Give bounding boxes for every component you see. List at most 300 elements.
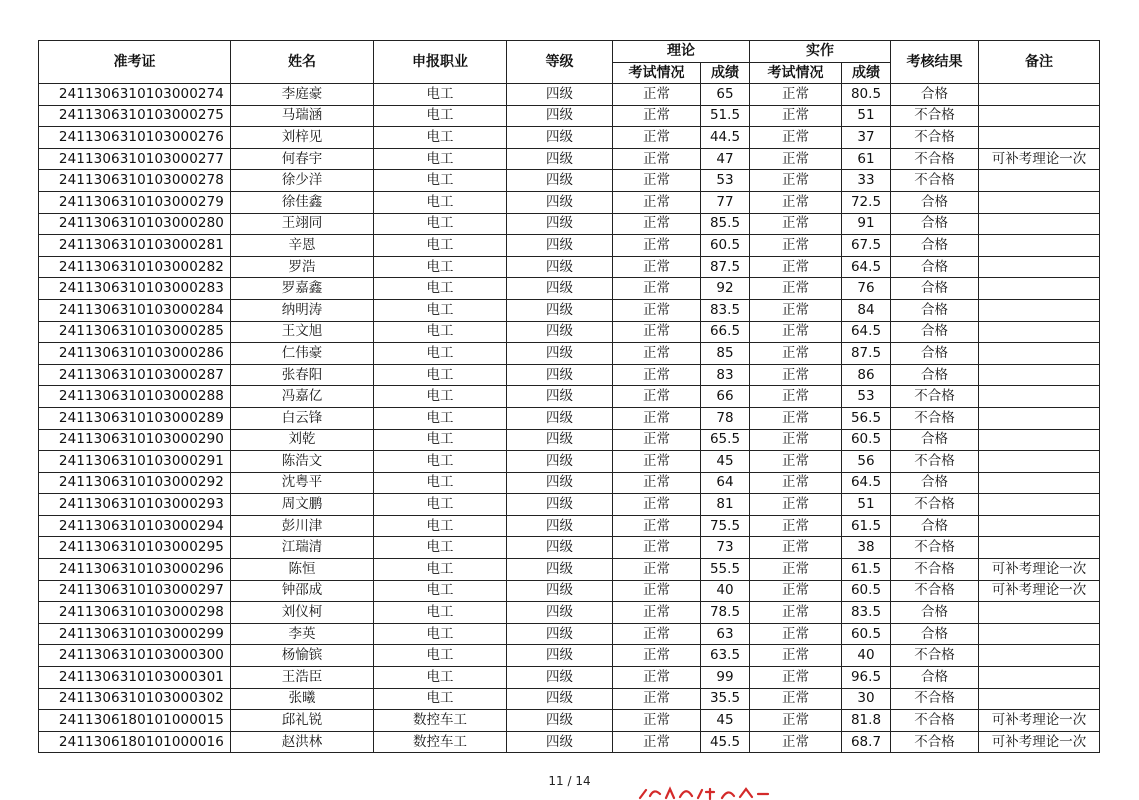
cell-id: 2411306310103000297 [39,580,231,602]
table-row [39,148,1100,170]
cell-theory-score: 66 [701,386,750,408]
cell-occupation: 数控车工 [374,710,507,732]
cell-theory-status: 正常 [613,515,701,537]
cell-theory-status: 正常 [613,623,701,645]
cell-result: 合格 [891,84,979,106]
cell-practice-status: 正常 [750,710,842,732]
cell-theory-status: 正常 [613,386,701,408]
cell-practice-score: 30 [842,688,891,710]
cell-theory-score: 92 [701,278,750,300]
table-row [39,451,1100,473]
cell-theory-score: 78.5 [701,602,750,624]
cell-occupation: 电工 [374,602,507,624]
cell-id: 2411306180101000015 [39,710,231,732]
cell-practice-score: 38 [842,537,891,559]
cell-theory-status: 正常 [613,667,701,689]
cell-practice-score: 81.8 [842,710,891,732]
cell-practice-score: 53 [842,386,891,408]
cell-name: 何春宇 [231,148,374,170]
cell-theory-status: 正常 [613,127,701,149]
cell-name: 李庭豪 [231,84,374,106]
cell-practice-score: 56.5 [842,407,891,429]
cell-result: 不合格 [891,537,979,559]
cell-id: 2411306310103000284 [39,299,231,321]
cell-id: 2411306310103000279 [39,191,231,213]
cell-id: 2411306310103000277 [39,148,231,170]
cell-practice-status: 正常 [750,515,842,537]
cell-level: 四级 [507,515,613,537]
cell-theory-status: 正常 [613,537,701,559]
cell-theory-status: 正常 [613,84,701,106]
table-row [39,407,1100,429]
header-practice-score: 成绩 [842,63,891,84]
cell-practice-status: 正常 [750,580,842,602]
table-header [39,41,1100,84]
cell-result: 不合格 [891,407,979,429]
cell-theory-score: 63.5 [701,645,750,667]
cell-theory-score: 77 [701,191,750,213]
cell-theory-score: 45.5 [701,731,750,753]
cell-theory-status: 正常 [613,105,701,127]
cell-id: 2411306310103000290 [39,429,231,451]
cell-occupation: 电工 [374,127,507,149]
cell-theory-status: 正常 [613,278,701,300]
cell-id: 2411306310103000293 [39,494,231,516]
table-row [39,256,1100,278]
cell-practice-score: 76 [842,278,891,300]
cell-practice-status: 正常 [750,494,842,516]
cell-level: 四级 [507,710,613,732]
cell-occupation: 电工 [374,364,507,386]
cell-result: 不合格 [891,710,979,732]
cell-remark [979,429,1100,451]
cell-name: 王翊同 [231,213,374,235]
cell-practice-score: 84 [842,299,891,321]
cell-theory-score: 60.5 [701,235,750,257]
cell-level: 四级 [507,472,613,494]
cell-remark [979,515,1100,537]
cell-result: 合格 [891,623,979,645]
cell-name: 刘仪柯 [231,602,374,624]
cell-practice-status: 正常 [750,472,842,494]
cell-id: 2411306310103000276 [39,127,231,149]
cell-result: 不合格 [891,451,979,473]
cell-name: 张曦 [231,688,374,710]
header-name: 姓名 [231,41,374,84]
table-row [39,580,1100,602]
cell-id: 2411306310103000302 [39,688,231,710]
cell-remark [979,451,1100,473]
cell-name: 钟邵成 [231,580,374,602]
cell-name: 邱礼锐 [231,710,374,732]
cell-id: 2411306310103000286 [39,343,231,365]
cell-result: 不合格 [891,688,979,710]
cell-remark [979,667,1100,689]
cell-practice-score: 61 [842,148,891,170]
cell-level: 四级 [507,105,613,127]
cell-theory-score: 47 [701,148,750,170]
cell-practice-score: 87.5 [842,343,891,365]
cell-occupation: 电工 [374,321,507,343]
cell-level: 四级 [507,170,613,192]
cell-remark [979,472,1100,494]
table-row [39,170,1100,192]
cell-practice-score: 80.5 [842,84,891,106]
cell-theory-status: 正常 [613,407,701,429]
cell-result: 不合格 [891,148,979,170]
cell-name: 罗嘉鑫 [231,278,374,300]
cell-occupation: 电工 [374,170,507,192]
cell-occupation: 电工 [374,299,507,321]
cell-id: 2411306310103000275 [39,105,231,127]
cell-name: 王文旭 [231,321,374,343]
cell-theory-score: 85.5 [701,213,750,235]
cell-name: 李英 [231,623,374,645]
cell-occupation: 电工 [374,559,507,581]
red-seal-icon [636,784,776,800]
header-practice: 实作 [750,41,891,63]
cell-name: 马瑞涵 [231,105,374,127]
cell-result: 不合格 [891,127,979,149]
cell-name: 周文鹏 [231,494,374,516]
cell-remark: 可补考理论一次 [979,559,1100,581]
cell-result: 合格 [891,235,979,257]
cell-occupation: 电工 [374,515,507,537]
cell-theory-status: 正常 [613,321,701,343]
cell-practice-score: 51 [842,105,891,127]
cell-practice-status: 正常 [750,278,842,300]
table-row [39,731,1100,753]
table-row [39,191,1100,213]
cell-id: 2411306180101000016 [39,731,231,753]
cell-theory-score: 44.5 [701,127,750,149]
cell-remark [979,170,1100,192]
cell-practice-score: 86 [842,364,891,386]
header-id: 准考证 [39,41,231,84]
cell-id: 2411306310103000291 [39,451,231,473]
cell-occupation: 电工 [374,537,507,559]
cell-name: 王浩臣 [231,667,374,689]
cell-theory-score: 35.5 [701,688,750,710]
cell-name: 白云锋 [231,407,374,429]
cell-level: 四级 [507,278,613,300]
cell-result: 合格 [891,472,979,494]
cell-result: 不合格 [891,559,979,581]
cell-id: 2411306310103000292 [39,472,231,494]
header-practice-status: 考试情况 [750,63,842,84]
cell-theory-score: 53 [701,170,750,192]
cell-occupation: 电工 [374,472,507,494]
table-body [39,84,1100,753]
cell-result: 不合格 [891,494,979,516]
cell-result: 不合格 [891,731,979,753]
table-row [39,213,1100,235]
cell-id: 2411306310103000294 [39,515,231,537]
cell-practice-score: 67.5 [842,235,891,257]
header-theory-status: 考试情况 [613,63,701,84]
cell-practice-score: 60.5 [842,623,891,645]
table-row [39,494,1100,516]
cell-id: 2411306310103000278 [39,170,231,192]
cell-result: 合格 [891,299,979,321]
cell-result: 不合格 [891,580,979,602]
cell-level: 四级 [507,494,613,516]
cell-level: 四级 [507,559,613,581]
cell-theory-status: 正常 [613,343,701,365]
cell-practice-status: 正常 [750,170,842,192]
cell-result: 不合格 [891,105,979,127]
cell-practice-status: 正常 [750,256,842,278]
exam-results-table [38,40,1100,753]
cell-level: 四级 [507,623,613,645]
cell-theory-score: 81 [701,494,750,516]
cell-remark [979,235,1100,257]
cell-occupation: 电工 [374,623,507,645]
cell-level: 四级 [507,235,613,257]
cell-id: 2411306310103000296 [39,559,231,581]
cell-theory-score: 51.5 [701,105,750,127]
cell-id: 2411306310103000300 [39,645,231,667]
cell-id: 2411306310103000274 [39,84,231,106]
header-theory: 理论 [613,41,750,63]
cell-result: 合格 [891,256,979,278]
cell-theory-score: 66.5 [701,321,750,343]
cell-practice-status: 正常 [750,667,842,689]
cell-theory-score: 65 [701,84,750,106]
table-row [39,235,1100,257]
cell-id: 2411306310103000299 [39,623,231,645]
cell-remark [979,623,1100,645]
cell-remark [979,537,1100,559]
cell-level: 四级 [507,688,613,710]
cell-practice-status: 正常 [750,191,842,213]
cell-practice-score: 64.5 [842,256,891,278]
page-number: 11 / 14 [548,774,591,788]
cell-practice-score: 56 [842,451,891,473]
table-row [39,537,1100,559]
cell-name: 陈浩文 [231,451,374,473]
cell-theory-status: 正常 [613,148,701,170]
table-row [39,364,1100,386]
cell-practice-score: 40 [842,645,891,667]
cell-theory-score: 45 [701,451,750,473]
cell-name: 沈粤平 [231,472,374,494]
cell-id: 2411306310103000287 [39,364,231,386]
cell-name: 仁伟豪 [231,343,374,365]
cell-occupation: 电工 [374,191,507,213]
cell-remark [979,256,1100,278]
cell-level: 四级 [507,299,613,321]
table-row [39,386,1100,408]
cell-remark [979,688,1100,710]
cell-level: 四级 [507,580,613,602]
cell-level: 四级 [507,256,613,278]
cell-id: 2411306310103000298 [39,602,231,624]
cell-occupation: 电工 [374,386,507,408]
cell-level: 四级 [507,343,613,365]
table-row [39,429,1100,451]
cell-remark [979,386,1100,408]
cell-id: 2411306310103000280 [39,213,231,235]
cell-level: 四级 [507,321,613,343]
cell-practice-score: 33 [842,170,891,192]
cell-remark [979,407,1100,429]
cell-occupation: 电工 [374,105,507,127]
cell-occupation: 电工 [374,148,507,170]
cell-theory-status: 正常 [613,731,701,753]
cell-level: 四级 [507,191,613,213]
table-row [39,127,1100,149]
cell-theory-status: 正常 [613,191,701,213]
cell-occupation: 电工 [374,667,507,689]
cell-occupation: 电工 [374,451,507,473]
cell-theory-status: 正常 [613,429,701,451]
table-row [39,472,1100,494]
cell-id: 2411306310103000285 [39,321,231,343]
cell-theory-score: 87.5 [701,256,750,278]
cell-practice-status: 正常 [750,688,842,710]
cell-level: 四级 [507,84,613,106]
cell-name: 陈恒 [231,559,374,581]
cell-practice-score: 60.5 [842,429,891,451]
cell-remark [979,105,1100,127]
cell-practice-score: 83.5 [842,602,891,624]
cell-practice-status: 正常 [750,731,842,753]
cell-level: 四级 [507,213,613,235]
cell-level: 四级 [507,645,613,667]
cell-practice-status: 正常 [750,602,842,624]
cell-level: 四级 [507,731,613,753]
cell-name: 杨愉镔 [231,645,374,667]
cell-result: 不合格 [891,645,979,667]
cell-occupation: 电工 [374,580,507,602]
cell-theory-status: 正常 [613,451,701,473]
table-row [39,105,1100,127]
cell-level: 四级 [507,407,613,429]
cell-theory-status: 正常 [613,559,701,581]
cell-practice-score: 60.5 [842,580,891,602]
cell-result: 合格 [891,364,979,386]
cell-practice-status: 正常 [750,235,842,257]
cell-theory-status: 正常 [613,688,701,710]
cell-level: 四级 [507,386,613,408]
cell-practice-score: 68.7 [842,731,891,753]
cell-practice-score: 64.5 [842,472,891,494]
cell-occupation: 电工 [374,256,507,278]
cell-remark: 可补考理论一次 [979,731,1100,753]
cell-theory-score: 75.5 [701,515,750,537]
cell-practice-status: 正常 [750,213,842,235]
cell-name: 赵洪林 [231,731,374,753]
cell-practice-status: 正常 [750,105,842,127]
cell-result: 合格 [891,429,979,451]
cell-practice-status: 正常 [750,84,842,106]
cell-remark [979,602,1100,624]
cell-id: 2411306310103000295 [39,537,231,559]
cell-remark [979,213,1100,235]
cell-level: 四级 [507,667,613,689]
cell-remark [979,299,1100,321]
table-row [39,299,1100,321]
cell-level: 四级 [507,127,613,149]
cell-theory-score: 65.5 [701,429,750,451]
cell-occupation: 电工 [374,278,507,300]
cell-name: 徐佳鑫 [231,191,374,213]
cell-practice-status: 正常 [750,364,842,386]
cell-occupation: 数控车工 [374,731,507,753]
cell-practice-status: 正常 [750,343,842,365]
cell-practice-score: 61.5 [842,515,891,537]
cell-theory-status: 正常 [613,170,701,192]
cell-remark [979,343,1100,365]
cell-level: 四级 [507,148,613,170]
cell-id: 2411306310103000288 [39,386,231,408]
cell-result: 不合格 [891,386,979,408]
cell-id: 2411306310103000281 [39,235,231,257]
cell-name: 刘乾 [231,429,374,451]
cell-result: 合格 [891,343,979,365]
cell-practice-status: 正常 [750,321,842,343]
cell-occupation: 电工 [374,407,507,429]
cell-theory-score: 73 [701,537,750,559]
cell-practice-status: 正常 [750,407,842,429]
cell-result: 合格 [891,321,979,343]
cell-theory-score: 55.5 [701,559,750,581]
cell-occupation: 电工 [374,84,507,106]
cell-practice-status: 正常 [750,451,842,473]
cell-practice-status: 正常 [750,559,842,581]
cell-theory-score: 64 [701,472,750,494]
cell-level: 四级 [507,429,613,451]
table-row [39,602,1100,624]
cell-practice-status: 正常 [750,299,842,321]
cell-theory-score: 99 [701,667,750,689]
header-occupation: 申报职业 [374,41,507,84]
cell-result: 合格 [891,191,979,213]
cell-practice-status: 正常 [750,645,842,667]
cell-result: 合格 [891,213,979,235]
cell-theory-status: 正常 [613,710,701,732]
cell-level: 四级 [507,537,613,559]
cell-name: 刘梓见 [231,127,374,149]
cell-practice-status: 正常 [750,429,842,451]
table-row [39,343,1100,365]
header-remark: 备注 [979,41,1100,84]
header-theory-score: 成绩 [701,63,750,84]
cell-level: 四级 [507,602,613,624]
table-row [39,688,1100,710]
cell-theory-status: 正常 [613,256,701,278]
cell-remark [979,84,1100,106]
cell-theory-score: 83.5 [701,299,750,321]
cell-id: 2411306310103000301 [39,667,231,689]
cell-result: 合格 [891,667,979,689]
table-row [39,559,1100,581]
cell-remark [979,278,1100,300]
cell-remark [979,364,1100,386]
cell-theory-status: 正常 [613,364,701,386]
cell-remark: 可补考理论一次 [979,148,1100,170]
table-row [39,645,1100,667]
cell-practice-score: 64.5 [842,321,891,343]
cell-name: 江瑞清 [231,537,374,559]
cell-remark [979,191,1100,213]
cell-occupation: 电工 [374,494,507,516]
cell-remark [979,494,1100,516]
cell-theory-status: 正常 [613,235,701,257]
table-row [39,84,1100,106]
cell-level: 四级 [507,364,613,386]
